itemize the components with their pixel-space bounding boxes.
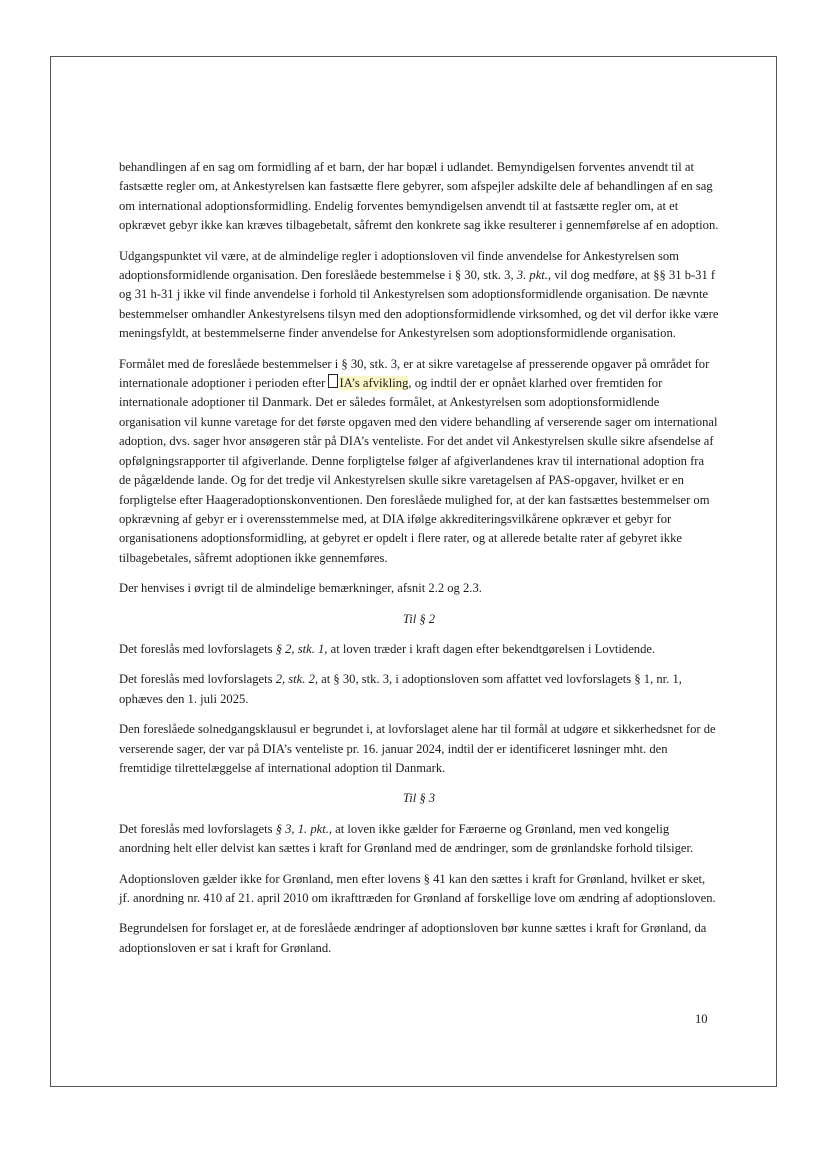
paragraph-7: Den foreslåede solnedgangsklausul er begrundet i, at lovforslaget alene har til formål at udgøre et sikkerhedsnet for de verserende sager, der var på DIA’s venteliste pr. 16. januar 2024, indtil der er identificeret løsninger mht. den fremtidige tilrettelæggelse af international adoption til Danmark. [119,722,716,775]
paragraph-8-text-a: Det foreslås med lovforslagets [119,821,273,836]
paragraph-6 [119,670,719,709]
highlighted-text[interactable]: IA’s afvikling [339,376,409,391]
text-cursor-icon [328,374,338,388]
paragraph-10: Begrundelsen for forslaget er, at de foreslåede ændringer af adoptionsloven bør kunne sættes i kraft for Grønland, da adoptionsloven er sat i kraft for Grønland. [119,921,707,955]
paragraph-2-text-b: vil dog medføre, at §§ 31 b-31 f og 31 h-31 j ikke vil finde anvendelse i forhold til Ankestyrelsen som adoptionsformidlende organisation. De nævnte bestemmelser omhandler Ankestyrelsens tilsyn med den adoptionsformidlende virksomhed, og det vil derfor ikke være meningsfyldt, at bestemmelserne finder anvendelse for Ankestyrelsen som adoptionsformidlende organisation. [119,268,719,341]
paragraph-5 [119,640,719,659]
paragraph-5-text-b: at loven træder i kraft dagen efter bekendtgørelsen i Lovtidende. [330,641,656,656]
paragraph-6-italic: 2, stk. 2, [275,672,319,687]
paragraph-6-text-b: at § 30, stk. 3, i adoptionsloven som affattet ved lovforslagets § 1, nr. 1, ophæves den 1. juli 2025. [119,672,682,706]
paragraph-5-italic: § 2, stk. 1, [275,641,328,656]
paragraph-5-text-a: Det foreslås med lovforslagets [119,641,273,656]
page-number: 10 [695,1012,708,1026]
paragraph-6-text-a: Det foreslås med lovforslagets [119,672,273,687]
section-heading-2: Til § 3 [402,791,436,806]
paragraph-2 [119,247,719,344]
paragraph-8-italic: § 3, 1. pkt., [275,821,333,836]
paragraph-3-text-b: , og indtil der er opnået klarhed over fremtiden for internationale adoptioner til Danmark. Det er således formålet, at Ankestyrelsen som adoptionsformidlende organisation vil kunne varetage for det første opgaven med den videre behandling af verserende sager om international adoption, dvs. sager hvor ansøgeren står på DIA’s venteliste. For det andet vil Ankestyrelsen skulle sikre afsendelse af opfølgningsrapporter til afgiverlande. Denne forpligtelse følger af afgiverlandenes krav til international adoption fra de pågældende lande. Og for det tredje vil Ankestyrelsen skulle sikre varetagelsen af PAS-opgaver, hvilket er en forpligtelse efter Haageradoptionskonventionen. Den foreslåede mulighed for, at der kan fastsættes bestemmelser om opkrævning af gebyr er i overensstemmelse med, at DIA ifølge akkrediteringsvilkårene opkræver et gebyr for organisationens adoptionsformidling, at gebyret er opdelt i flere rater, og at allerede betalte rater af gebyret ikke tilbagebetales, såfremt adoptionen ikke gennemføres. [119,376,718,565]
paragraph-3 [119,355,719,568]
paragraph-4: Der henvises i øvrigt til de almindelige bemærkninger, afsnit 2.2 og 2.3. [119,581,482,596]
paragraph-8 [119,820,719,859]
paragraph-9: Adoptionsloven gælder ikke for Grønland, men efter lovens § 41 kan den sættes i kraft for Grønland, hvilket er sket, jf. anordning nr. 410 af 21. april 2010 om ikrafttræden for Grønland af forskellige love om ændring af adoptionsloven. [119,871,716,905]
section-heading-1: Til § 2 [402,611,436,626]
paragraph-8-text-b: at loven ikke gælder for Færøerne og Grønland, men ved kongelig anordning helt eller delvist kan sættes i kraft for Grønland med de ændringer, som de grønlandske forhold tilsiger. [119,821,694,856]
paragraph-2-text-a: Udgangspunktet vil være, at de almindelige regler i adoptionsloven vil finde anvendelse for Ankestyrelsen som adoptionsformidlende organisation. Den foreslåede bestemmelse i § 30, stk. 3, [119,248,679,283]
paragraph-3-text-a: Formålet med de foreslåede bestemmelser i § 30, stk. 3, er at sikre varetagelse af presserende opgaver på området for internationale adoptioner i perioden efter [119,356,710,391]
paragraph-1: behandlingen af en sag om formidling af et barn, der har bopæl i udlandet. Bemyndigelsen forventes anvendt til at fastsætte regler om, at Ankestyrelsen kan fastsætte flere gebyrer, som afspejler adskilte dele af behandlingen af en sag om international adoptionsformidling. Endelig forventes bemyndigelsen anvendt til at fastsætte regler om, at et opkrævet gebyr ikke kan kræves tilbagebetalt, såfremt den konkrete sag ikke resulterer i gennemførelse af en adoption. [119,160,719,233]
document-body [119,158,719,969]
paragraph-2-italic: 3. pkt., [516,268,552,283]
